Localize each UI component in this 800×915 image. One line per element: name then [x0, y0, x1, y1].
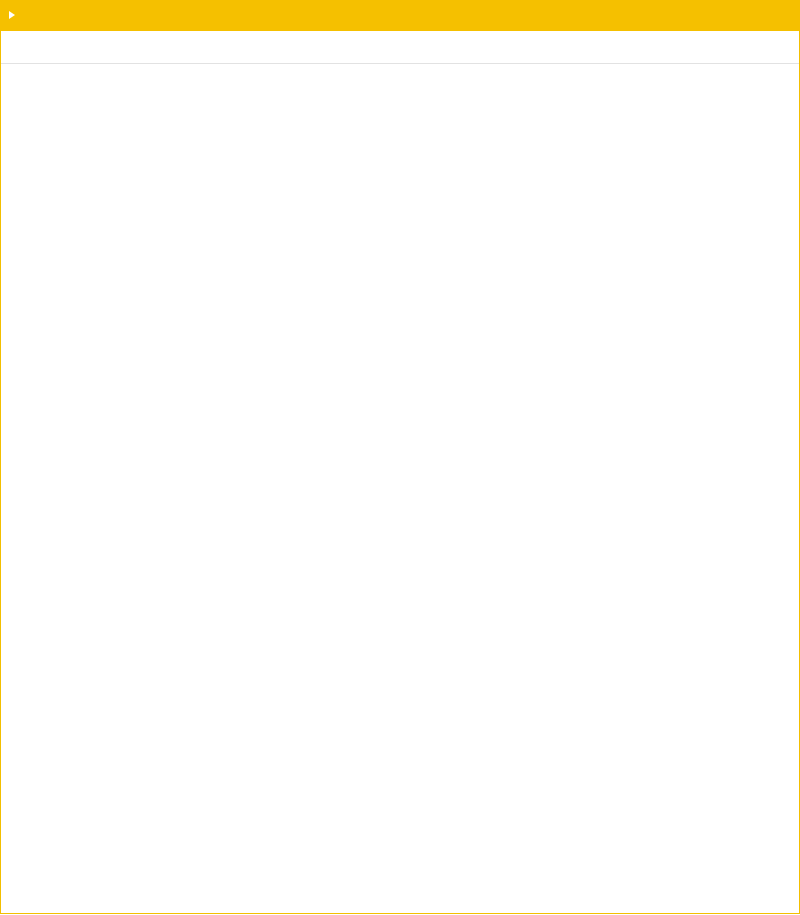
table-header: [1, 31, 799, 64]
header-bar: [0, 0, 800, 31]
triangle-icon: [9, 11, 15, 19]
